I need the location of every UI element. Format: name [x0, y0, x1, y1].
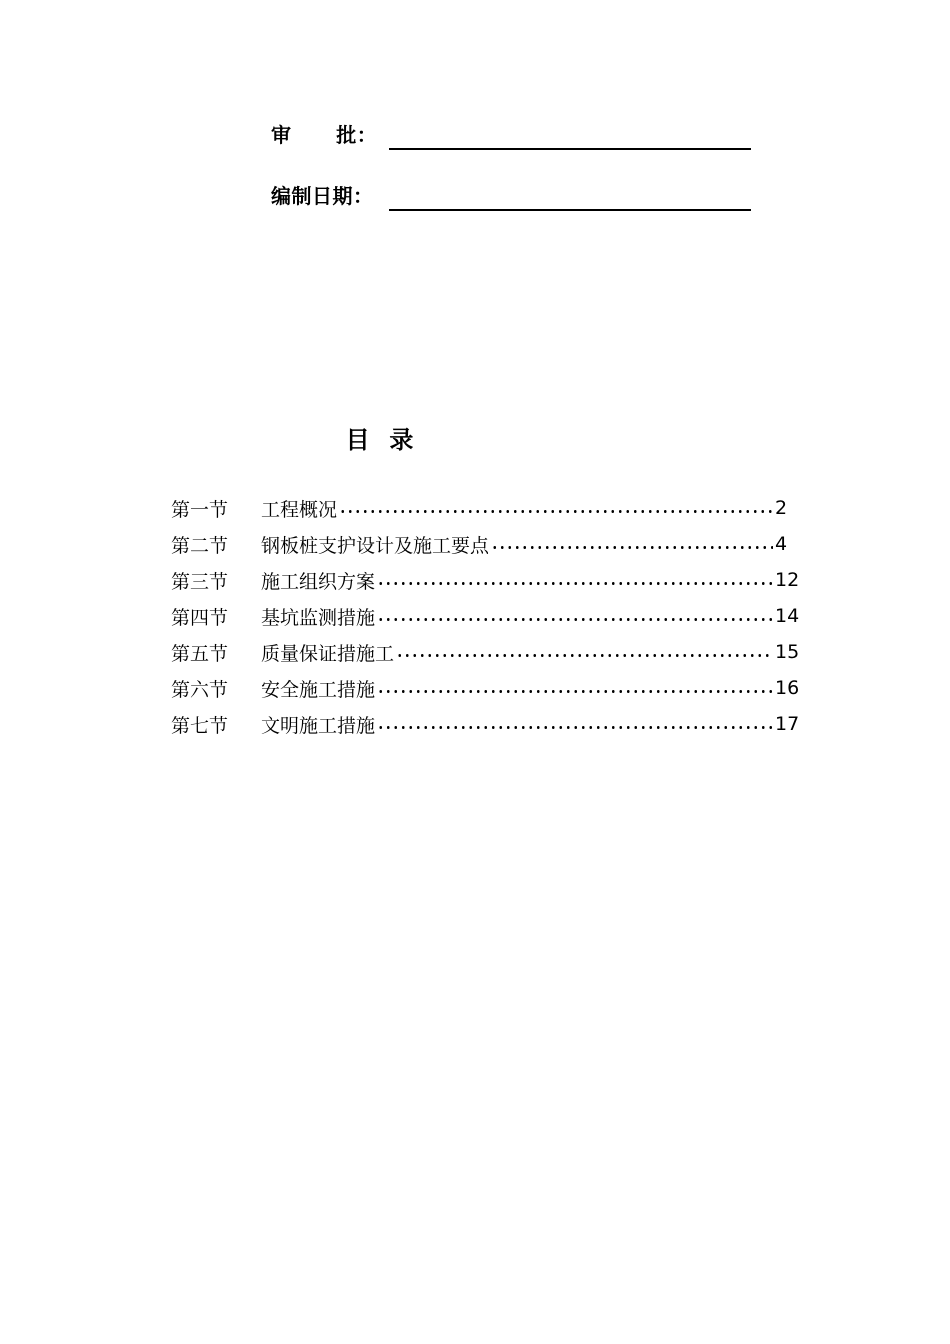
toc-section-number: 第五节 — [171, 642, 229, 665]
toc-section-title: 基坑监测措施 — [261, 606, 376, 629]
toc-section-title: 文明施工措施 — [261, 714, 376, 737]
toc-title: 目 录 — [345, 426, 415, 454]
toc-section-number: 第三节 — [171, 570, 229, 593]
toc-page-number: 15 — [775, 641, 800, 663]
toc-section-title: 质量保证措施工 — [261, 642, 395, 665]
approval-label: 审 批： — [271, 123, 378, 147]
toc-leader-dots — [396, 654, 773, 657]
date-row — [271, 171, 751, 211]
toc-leader-dots — [377, 690, 773, 693]
toc-entry[interactable] — [171, 526, 811, 562]
toc-section-number: 第二节 — [171, 534, 229, 557]
toc-section-number: 第七节 — [171, 714, 229, 737]
toc-page-number: 4 — [775, 533, 788, 555]
approval-row — [271, 110, 751, 150]
toc-entry[interactable] — [171, 598, 811, 634]
toc-section-number: 第四节 — [171, 606, 229, 629]
toc-page-number: 14 — [775, 605, 800, 627]
date-label: 编制日期： — [271, 184, 374, 208]
table-of-contents — [171, 490, 811, 742]
toc-leader-dots — [491, 546, 773, 549]
toc-leader-dots — [377, 582, 773, 585]
date-signature-line — [389, 209, 751, 211]
toc-page-number: 12 — [775, 569, 800, 591]
toc-page-number: 2 — [775, 497, 788, 519]
toc-page-number: 16 — [775, 677, 800, 699]
toc-section-title: 钢板桩支护设计及施工要点 — [261, 534, 490, 557]
toc-leader-dots — [377, 618, 773, 621]
toc-leader-dots — [339, 510, 773, 513]
toc-section-number: 第六节 — [171, 678, 229, 701]
toc-section-title: 安全施工措施 — [261, 678, 376, 701]
toc-section-number: 第一节 — [171, 498, 229, 521]
toc-section-title: 施工组织方案 — [261, 570, 376, 593]
toc-section-title: 工程概况 — [261, 498, 338, 521]
toc-entry[interactable] — [171, 562, 811, 598]
toc-entry[interactable] — [171, 670, 811, 706]
toc-entry[interactable] — [171, 706, 811, 742]
toc-entry[interactable] — [171, 634, 811, 670]
toc-page-number: 17 — [775, 713, 800, 735]
toc-entry[interactable] — [171, 490, 811, 526]
approval-signature-line — [389, 148, 751, 150]
toc-leader-dots — [377, 726, 773, 729]
